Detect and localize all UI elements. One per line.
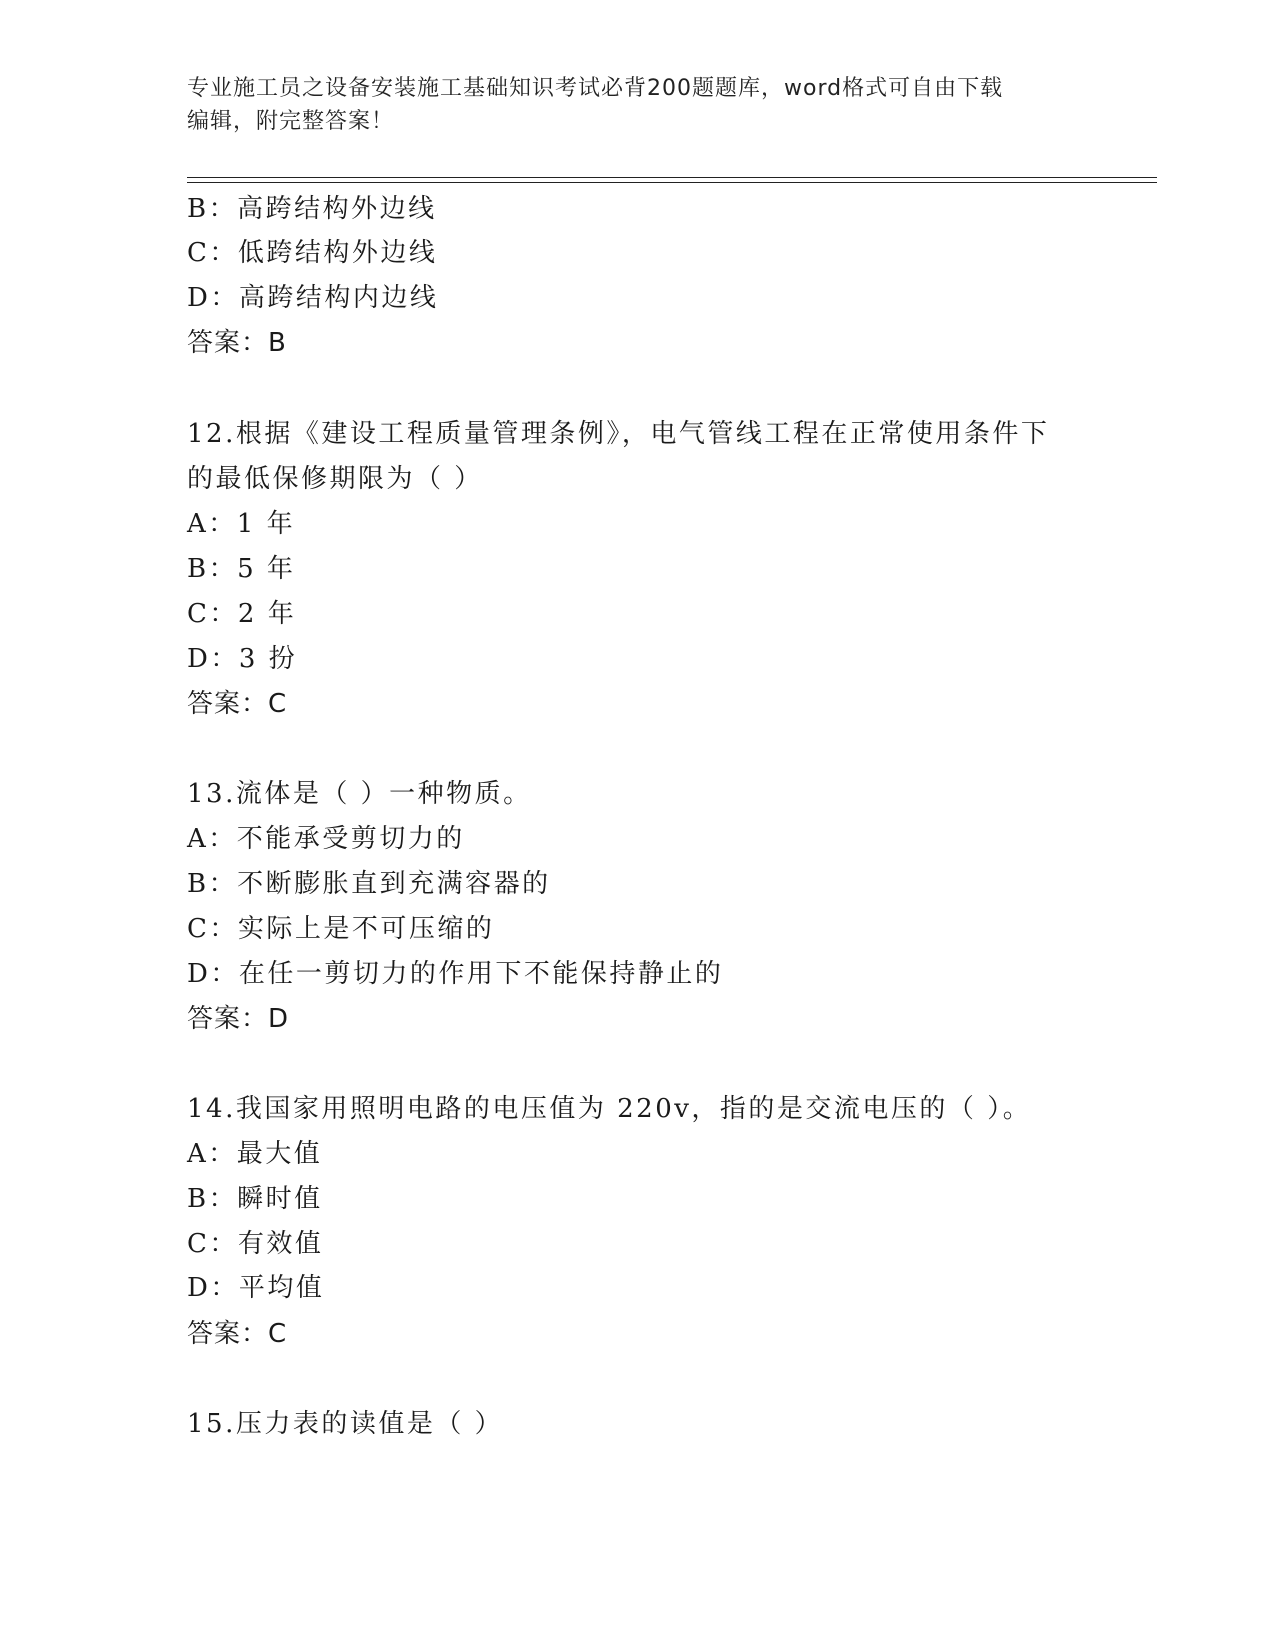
document-header — [187, 72, 1087, 138]
q12-answer: 答案：C — [187, 689, 288, 719]
header-line-1: 专业施工员之设备安装施工基础知识考试必背200题题库，word格式可自由下载 — [187, 76, 1004, 101]
q12-option-b: B：5 年 — [187, 554, 296, 584]
q14-option-b: B：瞬时值 — [187, 1184, 323, 1214]
q14-option-c: C：有效值 — [187, 1229, 324, 1259]
q14-answer: 答案：C — [187, 1319, 288, 1349]
q14-option-a: A：最大值 — [187, 1139, 323, 1169]
q14-option-d: D：平均值 — [187, 1273, 325, 1303]
q11-option-c: C：低跨结构外边线 — [187, 238, 438, 268]
q13-answer: 答案：D — [187, 1004, 290, 1034]
q15-stem: 15.压力表的读值是（ ） — [187, 1409, 504, 1439]
q11-answer: 答案：B — [187, 328, 287, 358]
q11-option-d: D：高跨结构内边线 — [187, 283, 439, 313]
header-divider-top — [187, 177, 1157, 178]
header-line-2: 编辑，附完整答案！ — [187, 109, 395, 134]
q13-option-b: B：不断膨胀直到充满容器的 — [187, 869, 551, 899]
q13-option-d: D：在任一剪切力的作用下不能保持静止的 — [187, 959, 724, 989]
q13-stem: 13.流体是（ ）一种物质。 — [187, 779, 532, 809]
q13-option-a: A：不能承受剪切力的 — [187, 824, 465, 854]
q13-option-c: C：实际上是不可压缩的 — [187, 914, 495, 944]
q12-option-c: C：2 年 — [187, 599, 297, 629]
q11-option-b: B：高跨结构外边线 — [187, 194, 437, 224]
q12-option-d: D：3 扮 — [187, 644, 298, 674]
q12-stem-line-1: 12.根据《建设工程质量管理条例》，电气管线工程在正常使用条件下 — [187, 419, 1050, 449]
q14-stem: 14.我国家用照明电路的电压值为 220v，指的是交流电压的（ ）。 — [187, 1094, 1032, 1124]
q12-option-a: A：1 年 — [187, 509, 296, 539]
header-divider-bottom — [187, 182, 1157, 183]
q12-stem-line-2: 的最低保修期限为（ ） — [187, 464, 483, 494]
